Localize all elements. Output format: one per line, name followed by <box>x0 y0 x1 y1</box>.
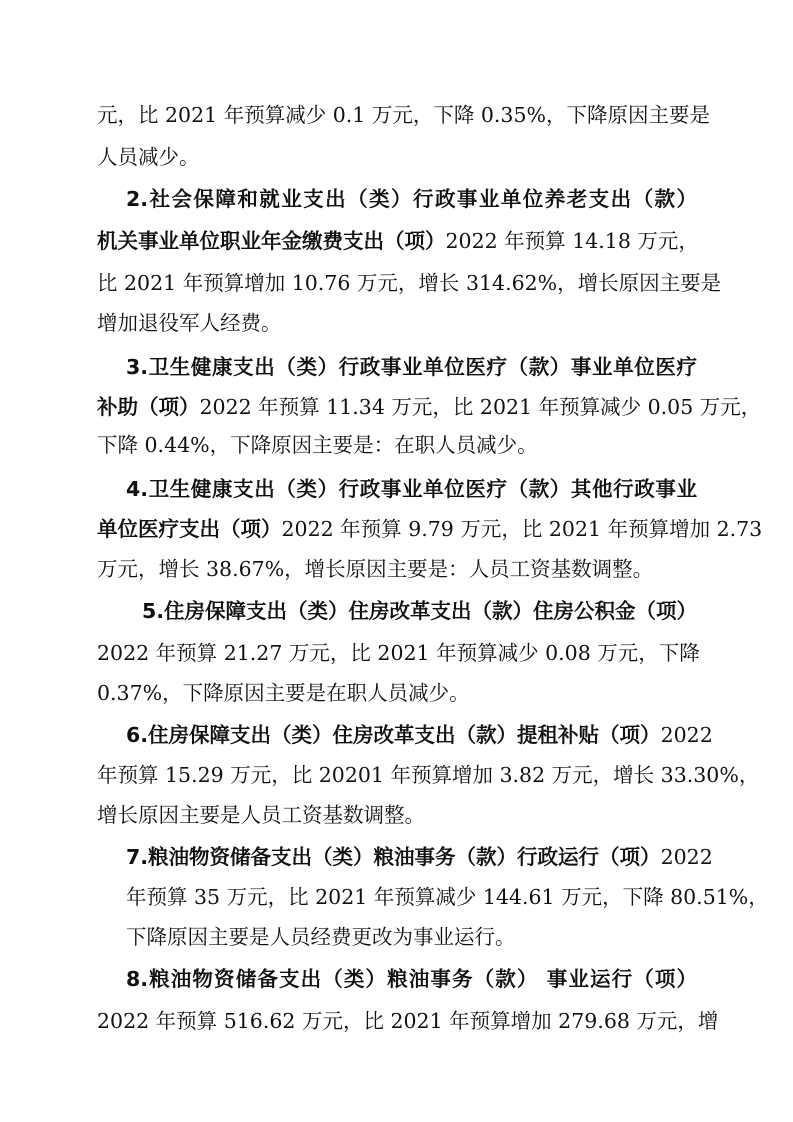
paragraph-heading: 5.住房保障支出（类）住房改革支出（款）住房公积金（项） <box>142 599 698 623</box>
text-line: 0.37%，下降原因主要是在职人员减少。 <box>97 681 470 705</box>
text-fragment: 2022 年预算 9.79 万元，比 2021 年预算增加 2.73 <box>281 517 763 541</box>
text-line <box>97 390 762 424</box>
text-line: 人员减少。 <box>97 145 200 169</box>
paragraph-heading: 补助（项） <box>97 395 200 419</box>
text-fragment: 2022 <box>660 723 713 747</box>
text-fragment: 2022 <box>660 845 713 869</box>
text-fragment: 2022 年预算 14.18 万元， <box>445 229 699 253</box>
paragraph-heading: 3.卫生健康支出（类）行政事业单位医疗（款）事业单位医疗 <box>126 355 697 379</box>
text-line <box>97 512 763 546</box>
text-line: 增加退役军人经费。 <box>97 311 282 335</box>
paragraph-heading: 8.粮油物资储备支出（类）粮油事务（款） 事业运行（项） <box>126 967 697 991</box>
paragraph-heading: 机关事业单位职业年金缴费支出（项） <box>97 229 446 253</box>
text-line: 下降 0.44%，下降原因主要是：在职人员减少。 <box>97 433 538 457</box>
paragraph-heading: 2.社会保障和就业支出（类）行政事业单位养老支出（款） <box>126 187 697 211</box>
text-line <box>126 840 713 874</box>
text-line: 2022 年预算 21.27 万元，比 2021 年预算减少 0.08 万元，下降 <box>97 641 700 665</box>
text-line <box>126 718 713 752</box>
paragraph-heading: 单位医疗支出（项） <box>97 517 282 541</box>
paragraph-heading: 7.粮油物资储备支出（类）粮油事务（款）行政运行（项） <box>126 845 661 869</box>
text-line: 万元，增长 38.67%，增长原因主要是：人员工资基数调整。 <box>97 557 654 581</box>
text-line: 下降原因主要是人员经费更改为事业运行。 <box>126 925 516 949</box>
text-line: 年预算 35 万元，比 2021 年预算减少 144.61 万元，下降 80.51%， <box>126 885 769 909</box>
text-line: 元，比 2021 年预算减少 0.1 万元，下降 0.35%，下降原因主要是 <box>97 103 710 127</box>
text-line: 年预算 15.29 万元，比 20201 年预算增加 3.82 万元，增长 33.30%， <box>97 763 760 787</box>
text-line <box>97 224 697 258</box>
text-line: 比 2021 年预算增加 10.76 万元，增长 314.62%，增长原因主要是 <box>97 271 722 295</box>
paragraph-heading: 4.卫生健康支出（类）行政事业单位医疗（款）其他行政事业 <box>126 477 697 501</box>
text-fragment: 2022 年预算 11.34 万元，比 2021 年预算减少 0.05 万元， <box>199 395 762 419</box>
text-line: 2022 年预算 516.62 万元，比 2021 年预算增加 279.68 万元，增 <box>97 1009 719 1033</box>
paragraph-heading: 6.住房保障支出（类）住房改革支出（款）提租补贴（项） <box>126 723 661 747</box>
text-line: 增长原因主要是人员工资基数调整。 <box>97 803 425 827</box>
